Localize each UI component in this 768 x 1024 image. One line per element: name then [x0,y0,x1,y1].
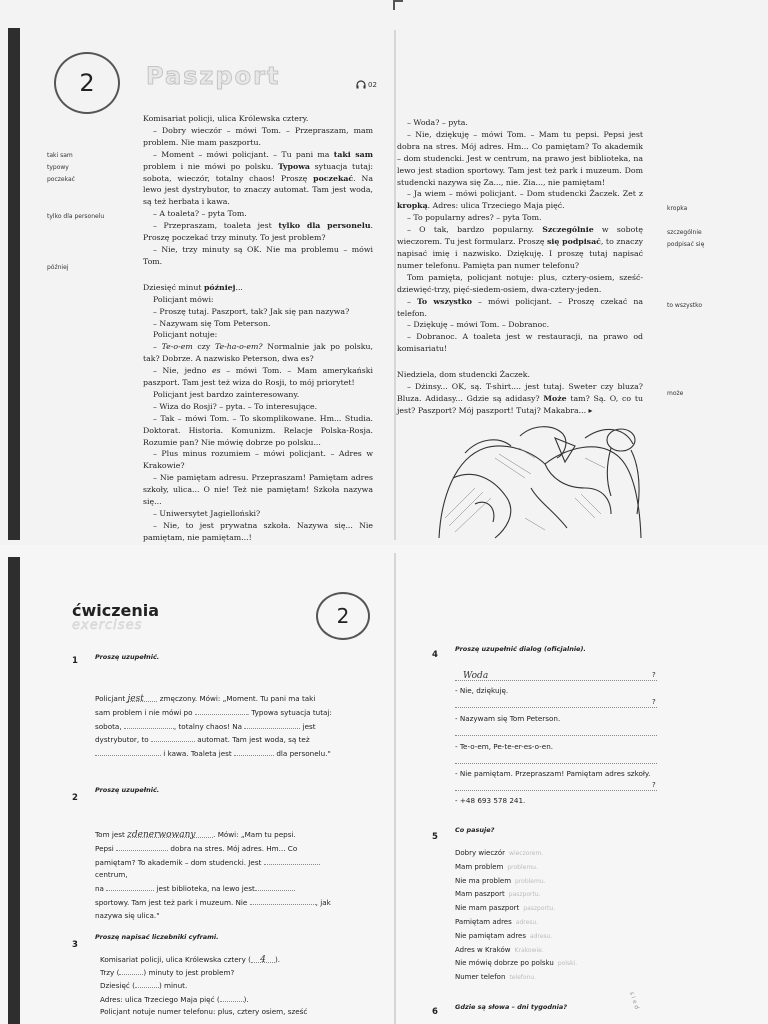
story-text-run: , to znaczy napisać imię i nazwisko. Dziękuję. I proszę tutaj napisać numer telefonu. Pamięta pan numer telefonu? [397,237,644,270]
exercises-number-circle [316,592,370,640]
story-text-run: – [153,342,162,352]
ex1-answer-blank[interactable]: jest [127,693,157,702]
story-paragraph [143,318,373,330]
glossed-word: poczekać [313,173,354,183]
ex5-alternative-form: polski. [557,960,578,968]
story-text-run: Te-o-em [161,342,193,352]
ex1-blank[interactable] [151,733,195,742]
exercise-5-instruction: Co pasuje? [455,826,495,834]
exercise-5-list [455,847,577,985]
story-text-run: czy [192,342,215,352]
ex4-answer-line[interactable] [455,670,657,681]
ex1-blank[interactable] [195,706,247,715]
story-text-run: – Nie, trzy minuty są OK. Nie ma problemu – mówi Tom. [143,244,373,266]
ex3-answer-blank[interactable]: 4 [251,954,275,963]
ex2-blank[interactable] [116,842,168,851]
story-paragraph [143,113,373,125]
ex3-item-text: Policjant notuje numer telefonu: plus, cztery osiem, sześć [100,1006,308,1016]
chapter-number-circle [54,52,120,114]
ex2-answer-blank[interactable]: zdenerwowany [127,829,213,838]
glossed-word: tylko dla personelu [278,221,371,231]
gloss-tylko-dla-personelu: tylko dla personelu [47,213,105,220]
chapter-title: Paszport [146,62,281,90]
paragraph-gap [143,268,373,282]
story-text-run: . Adres: ulica Trzeciego Maja pięć. [427,201,565,211]
ex3-item-text: Adres: ulica Trzeciego Maja pięć ( [100,994,220,1004]
story-text-run: – Dobranoc. A toaleta jest w restauracji, na prawo od komisariatu! [397,332,643,354]
story-text-left [143,113,373,556]
ex4-question-mark: ? [652,698,656,706]
ex3-item-text: Dziesięć ( [100,981,135,991]
ex1-blank[interactable] [124,720,174,729]
story-text-run: – A toaleta? – pyta Tom. [153,209,247,219]
audio-track [356,80,377,89]
exercise-5-number: 5 [432,832,438,842]
gloss-szczegolnie: szczególnie [667,229,702,236]
story-text-run: – Nazywam się Tom Peterson. [153,318,271,328]
story-paragraph [397,129,643,189]
ex5-alternative-form: adresu. [530,932,553,940]
ex1-blank[interactable] [244,720,300,729]
story-text-run: Te-ha-o-em? [214,342,263,352]
exercise-3-number: 3 [72,940,78,950]
exercise-6-instruction: Gdzie są słowa – dni tygodnia? [455,1003,568,1011]
story-text-run: es [211,366,221,376]
story-paragraph [397,188,643,212]
story-text-run: – Nie pamiętam adresu. Przepraszam! Pamiętam adres szkoły, ulica... O nie! Też nie pamiętam! Szkoła nazywa się... [143,473,373,507]
gloss-poczekac: poczekać [47,176,75,183]
story-text-run: – Dobry wieczór – mówi Tom. – Przepraszam, mam problem. Nie mam paszportu. [143,125,373,147]
story-paragraph [397,296,643,320]
story-paragraph [397,117,643,129]
headphones-icon [356,80,366,89]
story-text-run: – [407,296,417,306]
story-text-run: Policjant mówi: [153,294,214,304]
ex5-phrase: Nie pamiętam adres [455,931,527,940]
ex2-blank[interactable] [250,896,316,905]
page-edge-shadow [8,557,20,1024]
story-text-run: – To popularny adres? – pyta Tom. [407,213,542,223]
story-text-run: . Proszę poczekać trzy minuty. To jest problem? [143,221,373,243]
ex5-phrase: Nie mam paszport [455,904,520,913]
story-paragraph [143,341,373,365]
illustration-messy-room [435,418,645,540]
ex5-item[interactable] [455,944,577,958]
story-paragraph [143,389,373,401]
chapter-number: 2 [79,69,95,97]
glossed-word: Typowa [278,161,310,171]
ex5-alternative-form: Krakowie. [514,946,544,954]
gloss-pozniej: później [47,264,69,271]
ex5-item[interactable] [455,847,577,861]
gloss-typowy: typowy [47,164,69,171]
ex4-reply-1: - Nie, dziękuję. [455,686,509,695]
ex3-answer-blank[interactable] [220,993,244,1002]
ex2-blank[interactable] [264,856,320,865]
story-paragraph [143,401,373,413]
ex5-item[interactable] [455,930,577,944]
story-text-right [397,117,643,417]
exercise-3-instruction: Proszę napisać liczebniki cyframi. [95,933,219,941]
ex5-item[interactable] [455,902,577,916]
ex4-reply-3: - Te-o-em, Pe-te-er-es-o-en. [455,742,554,751]
ex3-item-text: ). [274,955,281,964]
glossed-word: się podpisać [547,237,601,247]
exercise-1-text: Policjant jest zmęczony. Mówi: „Moment. Tu pani ma taki sam problem i nie mówi po . Typowa sytuacja tutaj: sobota, , totalny chaos! Na jest dystrybutor, to automat. Tam jest woda, są też i kawa. Toaleta jest dla personelu." [95,694,332,759]
ex5-alternative-form: paszportu. [523,905,556,913]
ex3-answer-blank[interactable] [119,966,143,975]
story-paragraph [143,413,373,449]
story-text-run: – Wiza do Rosji? – pyta. – To interesujące. [153,401,318,411]
story-text-run: . Na lewo jest dystrybutor, to znaczy automat. Tam jest woda, są też herbata i kawa. [143,173,373,207]
glossed-word: To wszystko [416,296,472,306]
ex5-phrase: Nie mówię dobrze po polsku [455,959,554,968]
ex4-question-mark: ? [652,781,656,789]
ex5-alternative-form: paszportu. [508,891,541,899]
story-paragraph [397,319,643,331]
exercise-6-number: 6 [432,1007,438,1017]
ex5-phrase: Numer telefon [455,973,506,982]
story-text-run: – Przepraszam, toaleta jest [153,221,279,231]
ex1-blank[interactable] [234,747,274,756]
story-paragraph [143,306,373,318]
ex5-item[interactable] [455,888,577,902]
left-page [0,0,394,545]
story-text-run: – Ja wiem – mówi policjant. – Dom studencki Żaczek. Zet z [407,189,643,199]
exercises-title: ćwiczenia [72,601,160,620]
exercise-2-text: Tom jest zdenerwowany . Mówi: „Mam tu pepsi. Pepsi dobra na stres. Mój adres. Hm... Co pamiętam? To akademik – dom studencki. Jest centrum, na jest biblioteka, na lewo jest sportowy. Tam jest też park i muzeum. Nie , jak nazywa się ulica." [95,830,331,920]
ex5-alternative-form: problemu. [515,877,546,885]
story-text-run: – Moment – mówi policjant. – Tu pani ma [153,149,334,159]
gloss-podpisac-sie: podpisać się [667,241,705,248]
ex3-item [100,979,360,992]
ex5-alternative-form: telefonu. [509,974,537,982]
exercise-4-instruction: Proszę uzupełnić dialog (oficjalnie). [455,645,586,653]
ex5-alternative-form: adresu. [515,918,539,926]
ex5-phrase: Mam problem [455,862,504,871]
ex5-alternative-form: problemu. [507,863,538,871]
story-text-run: – Nie, dziękuję – mówi Tom. – Mam tu pepsi. Pepsi jest dobra na stres. Mój adres. Hm... Co pamiętam? To akademik – dom studencki. Jest w centrum, na prawo jest biblioteka, na lewo jest stadion sportowy. Tam jest też park i muzeum. Dom studencki nazywa się Za..., nie. Zia..., nie pamiętam! [397,129,643,187]
story-text-run: – mówi Tom. – Mam amerykański paszport. Tam jest też wiza do Rosji, to mój priorytet! [143,366,374,388]
glossed-word: kropką [397,201,428,211]
story-paragraph [143,244,373,268]
story-text-run: – Uniwersytet Jagielloński? [153,509,261,518]
gloss-taki-sam: taki sam [47,152,73,159]
exercise-2-number: 2 [72,793,78,803]
story-text-run: Policjant jest bardzo zainteresowany. [153,389,300,399]
story-text-run: – Dziękuję – mówi Tom. – Dobranoc. [407,320,550,330]
story-text-run: problem i nie mówi po polsku. [143,161,279,171]
ex4-reply-4: - Nie pamiętam. Przepraszam! Pamiętam adres szkoły. [455,769,651,778]
ex5-phrase: Dobry wieczór [455,849,506,857]
ex4-answer-line[interactable] [455,753,657,764]
ex3-item-text: ) minut. [158,981,188,991]
ex3-item-text: Komisariat policji, ulica Królewska cztery ( [100,955,251,964]
story-paragraph [397,212,643,224]
ex5-item[interactable] [455,916,577,930]
rotated-word-grid-fragment: s i e d [627,990,641,1011]
audio-track-number: 02 [368,80,377,89]
ex3-item-text: ). [243,994,249,1004]
paragraph-gap [397,355,643,369]
story-text-run: sytuacja tutaj: sobota, wieczór, totalny chaos! Proszę [143,161,373,183]
ex4-question-mark: ? [652,671,656,679]
ex5-phrase: Adres w Kraków [455,945,511,954]
story-paragraph [143,294,373,306]
story-paragraph [143,448,373,472]
story-text-run: – Plus minus rozumiem – mówi policjant. – Adres w Krakowie? [143,449,373,471]
story-text-run: Tom pamięta, policjant notuje: plus, cztery-osiem, sześć-dziewięć-trzy, pięć-siedem-osiem, dwa-cztery-jeden. [397,272,643,294]
story-paragraph [143,508,373,520]
story-paragraph [397,331,643,355]
ex1-blank[interactable] [95,747,161,756]
ex5-item[interactable] [455,861,577,875]
story-paragraph [143,329,373,341]
ex3-answer-blank[interactable] [135,979,159,988]
story-text-run: – Nie, to jest prywatna szkoła. Nazywa się... Nie pamiętam, nie pamiętam...! [143,520,373,542]
story-paragraph [397,272,643,296]
ex3-item [100,1006,360,1018]
glossed-word: Szczególnie [542,225,594,235]
ex3-item [100,954,360,966]
ex4-answer-line[interactable] [455,780,657,791]
exercise-3-list [100,954,360,1018]
story-paragraph [143,149,373,209]
story-text-run: – mówi policjant. – Proszę czekać na telefon. [397,296,643,318]
gloss-kropka: kropka [667,205,688,212]
gloss-to-wszystko: to wszystko [667,302,703,309]
exercise-1-number: 1 [72,656,78,666]
ex2-blank[interactable] [255,882,295,891]
story-paragraph [397,224,643,272]
ex3-item-text: Trzy ( [100,968,120,978]
exercise-4-number: 4 [432,650,438,660]
exercises-number: 2 [336,604,350,628]
story-text-run: – Tak – mówi Tom. – To skomplikowane. Hm... Studia. Doktorat. Historia. Komunizm. Relacje Polska-Rosja. Rozumie pan? Nie mówię dobrze po polsku... [143,413,373,447]
gloss-moze: może [667,390,684,397]
story-text-run: w sobotę wieczorem. Tu jest formularz. Proszę [397,225,644,247]
story-paragraph [143,125,373,149]
story-text-run: – Dżinsy... OK, są. T-shirt.... jest tutaj. Sweter czy bluza? Bluza. Adidasy... Gdzie są adidasy? [397,382,643,403]
story-text-run: tam? Są. O, co tu jest? Paszport? Mój paszport! Tutaj? Makabra... ▸ [397,393,643,415]
ex2-blank[interactable] [106,882,154,891]
exercise-1-instruction: Proszę uzupełnić. [95,653,160,661]
ex4-answer[interactable]: Woda [463,671,489,681]
ex5-item[interactable] [455,957,577,971]
ex4-answer-line[interactable] [455,697,657,708]
ex5-item[interactable] [455,875,577,889]
story-text-run: Normalnie jak po polsku, tak? Dobrze. A nazwisko Peterson, dwa es? [143,342,373,364]
story-text-run: Dziesięć minut [143,282,204,292]
ex5-alternative-form: wieczorem. [509,850,544,857]
glossed-word: później [203,282,236,292]
ex4-reply-2: - Nazywam się Tom Peterson. [455,714,561,723]
ex5-item[interactable] [455,971,577,985]
exercises-spread [0,545,768,1024]
ex5-phrase: Nie ma problem [455,876,512,885]
story-paragraph [143,208,373,220]
story-text-run: – Woda? – pyta. [407,118,468,127]
story-paragraph [143,220,373,244]
story-paragraph [143,282,373,294]
ex5-phrase: Mam paszport [455,890,505,899]
story-text-run: – O tak, bardzo popularny. [407,225,543,235]
ex5-phrase: Pamiętam adres [455,917,512,926]
ex3-item [100,966,360,979]
glossed-word: Może [543,393,567,403]
page-fold [394,553,396,1024]
story-text-run: Komisariat policji, ulica Królewska cztery. [143,114,309,123]
story-paragraph [143,365,373,389]
story-paragraph [143,520,373,544]
story-text-run: Policjant notuje: [153,330,218,340]
story-text-run: – Nie, jedno [153,366,212,376]
story-text-run: ... [235,282,243,292]
story-paragraph [397,369,643,381]
ex4-answer-line[interactable] [455,725,657,736]
exercises-subtitle: exercises [72,618,143,633]
ex4-reply-5: - +48 693 578 241. [455,796,526,805]
story-paragraph [397,381,643,417]
ex3-item [100,993,360,1006]
ex3-item-text: ) minuty to jest problem? [143,968,235,978]
story-paragraph [143,472,373,508]
story-text-run: Niedziela, dom studencki Żaczek. [397,370,530,380]
glossed-word: taki sam [333,149,373,159]
exercise-2-instruction: Proszę uzupełnić. [95,786,160,794]
story-text-run: – Proszę tutaj. Paszport, tak? Jak się pan nazywa? [153,306,350,316]
